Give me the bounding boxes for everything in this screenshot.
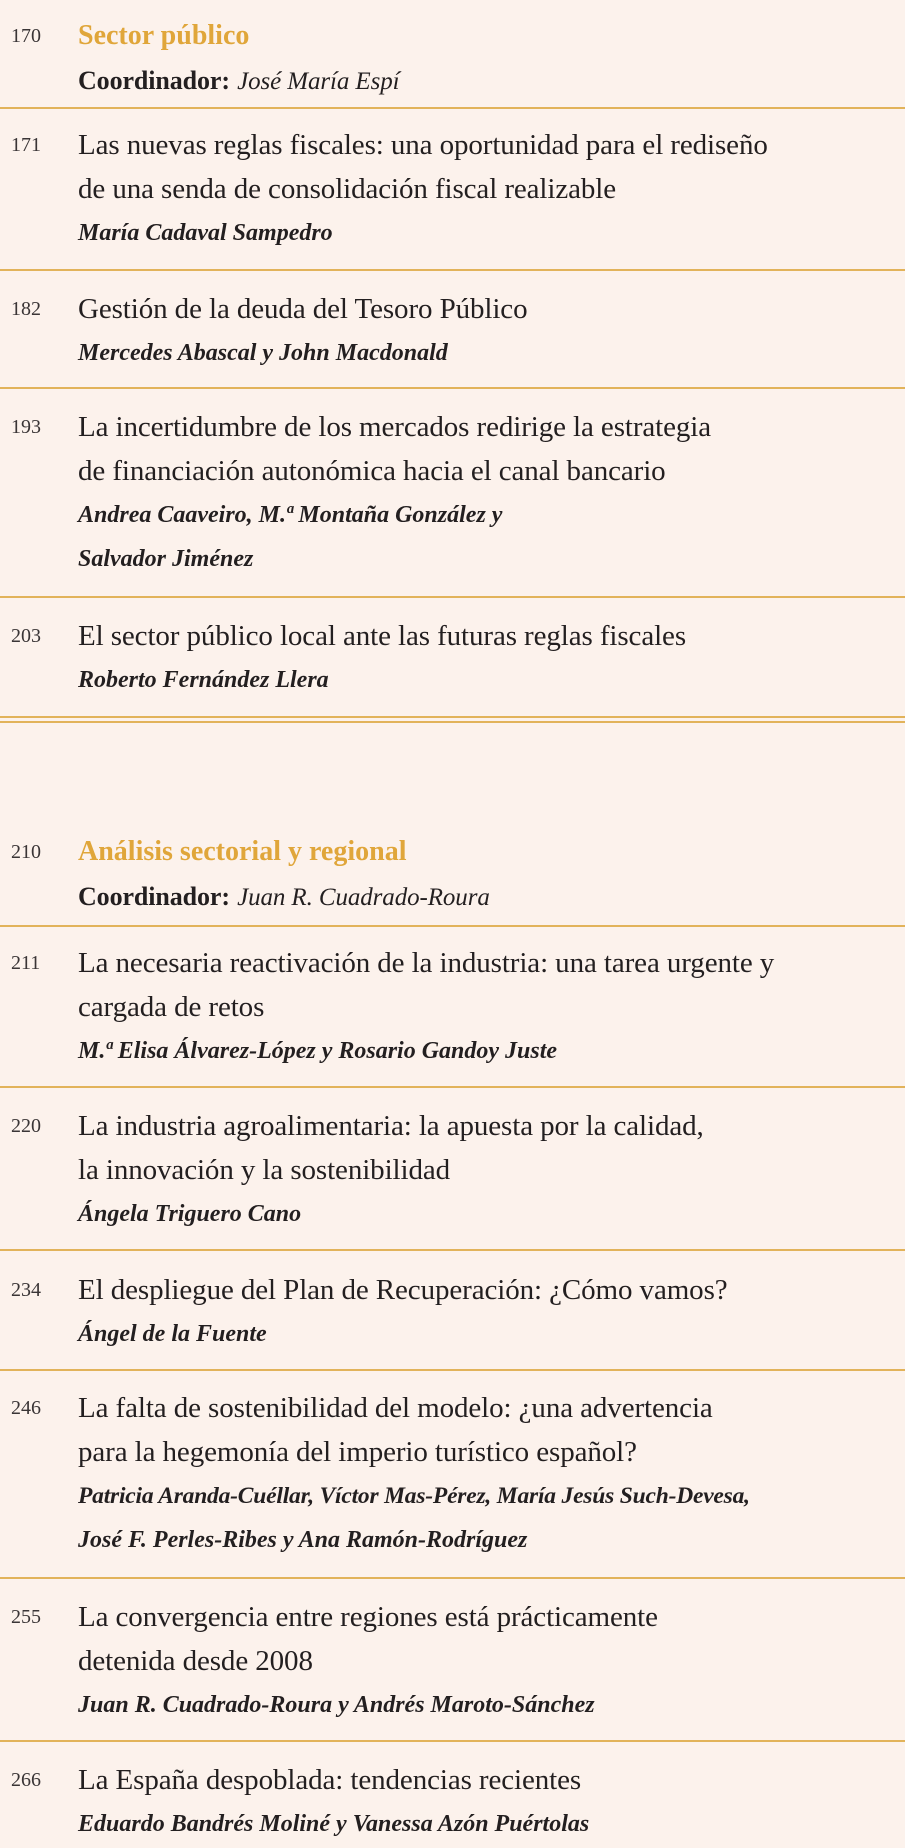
article-author: M.ª Elisa Álvarez-López y Rosario Gandoy Juste [78,1038,558,1064]
article-title-line: La falta de sostenibilidad del modelo: ¿una advertencia [78,1392,713,1424]
page-number: 182 [11,298,41,320]
article-title-line: La convergencia entre regiones está prácticamente [78,1601,658,1633]
page-number: 211 [11,952,41,974]
article-title-line: La España despoblada: tendencias recientes [78,1764,582,1796]
article-author: Andrea Caaveiro, M.ª Montaña González y [78,502,503,528]
divider [0,1740,905,1742]
divider [0,925,905,927]
page-number: 170 [11,25,41,47]
page-number: 193 [11,416,41,438]
article-title-line: de financiación autonómica hacia el canal bancario [78,455,666,487]
page-number: 246 [11,1397,41,1419]
section-title: Sector público [78,20,250,51]
coordinator-label: Coordinador: [78,882,230,911]
divider [0,387,905,389]
article-title-line: El despliegue del Plan de Recuperación: ¿Cómo vamos? [78,1274,728,1306]
article-title-line: La industria agroalimentaria: la apuesta por la calidad, [78,1110,704,1142]
article-title-line: detenida desde 2008 [78,1645,313,1677]
coordinator-label: Coordinador: [78,66,230,95]
article-author: Patricia Aranda-Cuéllar, Víctor Mas-Pérez, María Jesús Such-Devesa, [78,1483,750,1509]
coordinator-name: Juan R. Cuadrado-Roura [237,884,490,911]
article-author: Juan R. Cuadrado-Roura y Andrés Maroto-Sánchez [78,1692,595,1718]
article-author: Eduardo Bandrés Moliné y Vanessa Azón Puértolas [78,1811,590,1837]
page-number: 255 [11,1606,41,1628]
article-title-line: para la hegemonía del imperio turístico español? [78,1436,637,1468]
article-title-line: la innovación y la sostenibilidad [78,1154,451,1186]
article-author: Mercedes Abascal y John Macdonald [78,340,448,366]
section-title: Análisis sectorial y regional [78,836,407,867]
coordinator-line [78,58,905,104]
article-author: José F. Perles-Ribes y Ana Ramón-Rodríguez [78,1527,528,1553]
coordinator-line [78,874,905,920]
divider [0,1369,905,1371]
page-number: 266 [11,1769,41,1791]
divider [0,1249,905,1251]
divider [0,1577,905,1579]
section-end-divider [0,716,905,718]
page-number: 203 [11,625,41,647]
article-title-line: cargada de retos [78,991,265,1023]
page-number: 234 [11,1279,41,1301]
coordinator-name: José María Espí [237,68,400,95]
page-number: 171 [11,134,41,156]
article-title-line: La necesaria reactivación de la industria: una tarea urgente y [78,947,775,979]
page-number: 210 [11,841,41,863]
divider [0,1086,905,1088]
article-title-line: Gestión de la deuda del Tesoro Público [78,293,528,325]
article-author: Roberto Fernández Llera [78,667,329,693]
page-number: 220 [11,1115,41,1137]
article-author: Salvador Jiménez [78,546,254,572]
article-author: María Cadaval Sampedro [78,220,333,246]
article-title-line: Las nuevas reglas fiscales: una oportunidad para el rediseño [78,129,768,161]
divider [0,107,905,109]
article-title-line: La incertidumbre de los mercados redirige la estrategia [78,411,712,443]
article-title-line: de una senda de consolidación fiscal realizable [78,173,617,205]
article-author: Ángela Triguero Cano [78,1201,302,1227]
article-title-line: El sector público local ante las futuras reglas fiscales [78,620,687,652]
article-author: Ángel de la Fuente [78,1321,267,1347]
section-end-divider [0,721,905,723]
divider [0,596,905,598]
divider [0,269,905,271]
